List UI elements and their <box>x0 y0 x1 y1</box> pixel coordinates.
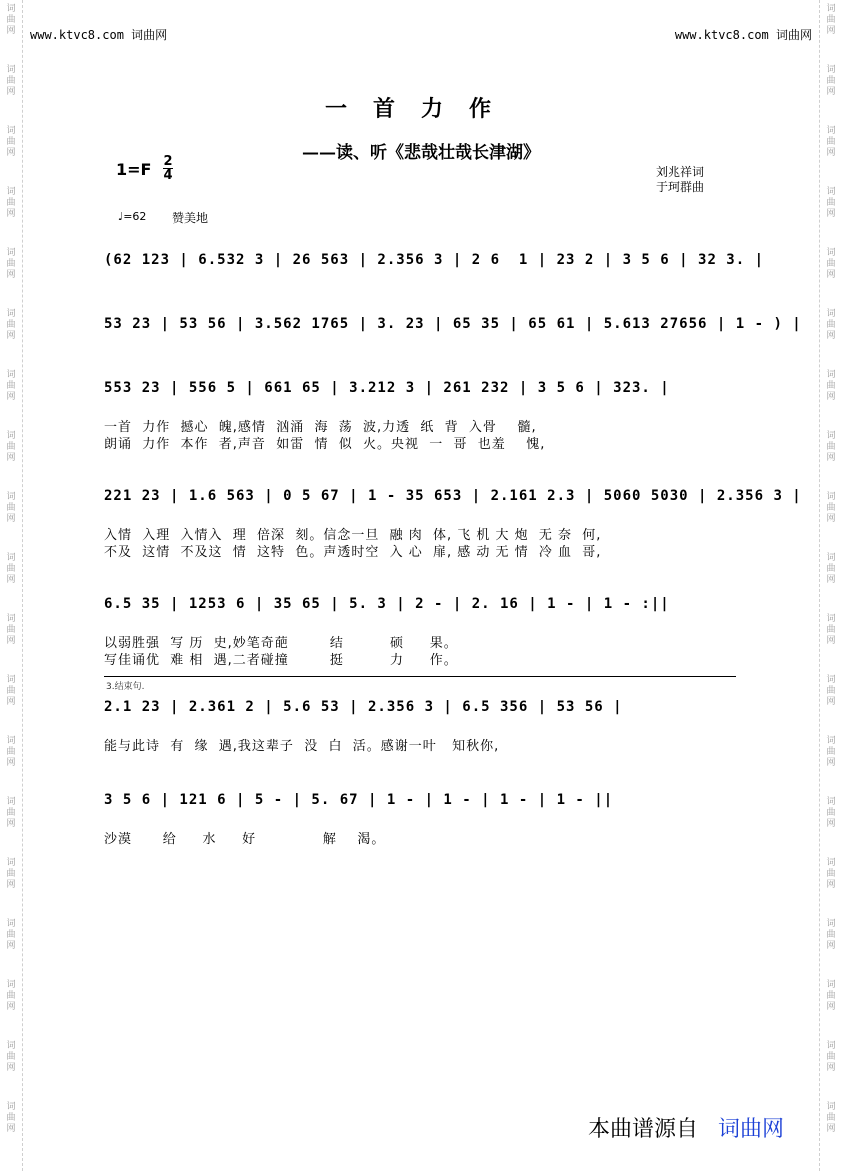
watermark-text: 词 曲 网 <box>6 614 16 646</box>
song-subtitle: ——读、听《悲哉壮哉长津湖》 <box>302 143 540 163</box>
watermark-text: 词 曲 网 <box>826 309 836 341</box>
lyric-line: 能与此诗 有 缘 遇,我这辈子 没 白 活。感谢一叶 知秋你, <box>104 739 500 754</box>
staff-line <box>104 378 740 404</box>
lyric-line: 以弱胜强 写 历 史,妙笔奇葩 结 硕 果。 <box>104 636 458 651</box>
watermark-text: 词 曲 网 <box>6 431 16 463</box>
footer-site-link[interactable]: 词曲网 <box>718 1117 785 1142</box>
key-signature: 1=F <box>116 160 152 179</box>
song-title: 一首力作 <box>324 96 517 122</box>
footer-source-text: 本曲谱源自 <box>588 1117 699 1142</box>
time-bottom: 4 <box>163 168 173 183</box>
watermark-text: 词 曲 网 <box>6 1102 16 1134</box>
watermark-text: 词 曲 网 <box>6 1041 16 1073</box>
footer-source <box>588 1112 784 1143</box>
staff-line <box>104 314 802 340</box>
watermark-text: 词 曲 网 <box>6 919 16 951</box>
watermark-text: 词 曲 网 <box>826 370 836 402</box>
lyric-line: 写佳诵优 难 相 遇,二者碰撞 挺 力 作。 <box>104 653 458 668</box>
credits <box>656 165 704 195</box>
watermark-text: 词 曲 网 <box>6 492 16 524</box>
watermark-text: 词 曲 网 <box>826 1041 836 1073</box>
expression-mark: 赞美地 <box>172 211 209 225</box>
watermark-text: 词 曲 网 <box>826 736 836 768</box>
ending-bracket-line <box>104 676 736 677</box>
watermark-text: 词 曲 网 <box>6 370 16 402</box>
watermark-text: 词 曲 网 <box>826 4 836 36</box>
staff-line <box>104 594 740 620</box>
staff-line <box>104 250 765 276</box>
tempo-mark: ♩=62 <box>118 210 147 223</box>
composer: 于珂群曲 <box>656 180 705 194</box>
lyric-line: 不及 这情 不及这 情 这特 色。声透时空 入 心 扉, 感 动 无 情 冷 血 哥, <box>104 545 602 560</box>
watermark-text: 词 曲 网 <box>826 980 836 1012</box>
watermark-text: 词 曲 网 <box>6 309 16 341</box>
watermark-text: 词 曲 网 <box>6 675 16 707</box>
watermark-text: 词 曲 网 <box>826 675 836 707</box>
watermark-text: 词 曲 网 <box>826 187 836 219</box>
lyric-line: 朗诵 力作 本作 者,声音 如雷 情 似 火。央视 一 哥 也羞 愧, <box>104 437 546 452</box>
watermark-text: 词 曲 网 <box>6 858 16 890</box>
header-site-right[interactable]: www.ktvc8.com 词曲网 <box>674 28 812 42</box>
watermark-text: 词 曲 网 <box>826 797 836 829</box>
staff-notes: 6.5 35 | 1253 6 | 35 65 | 5. 3 | 2 - | 2. 16 | 1 - | 1 - :|| <box>104 596 670 612</box>
header-site-left[interactable]: www.ktvc8.com 词曲网 <box>30 28 168 42</box>
watermark-text: 词 曲 网 <box>6 126 16 158</box>
watermark-text: 词 曲 网 <box>826 1102 836 1134</box>
watermark-text: 词 曲 网 <box>6 797 16 829</box>
watermark-text: 词 曲 网 <box>826 126 836 158</box>
staff-notes: (62 123 | 6.532 3 | 26 563 | 2.356 3 | 2 6 1 | 23 2 | 3 5 6 | 32 3. | <box>104 252 765 268</box>
staff-line <box>104 486 802 512</box>
watermark-text: 词 曲 网 <box>6 65 16 97</box>
lyric-line: 入情 入理 入情入 理 倍深 刻。信念一旦 融 肉 体, 飞 机 大 炮 无 奈 何, <box>104 528 602 543</box>
lyricist: 刘兆祥词 <box>656 165 705 179</box>
watermark-text: 词 曲 网 <box>826 858 836 890</box>
lyric-line: 一首 力作 撼心 魄,感情 汹涌 海 荡 波,力透 纸 背 入骨 髓, <box>104 420 537 435</box>
watermark-text: 词 曲 网 <box>6 736 16 768</box>
watermark-text: 词 曲 网 <box>6 4 16 36</box>
lyric-line: 沙漠 给 水 好 解 渴。 <box>104 832 386 847</box>
watermark-text: 词 曲 网 <box>826 553 836 585</box>
staff-notes: 2.1 23 | 2.361 2 | 5.6 53 | 2.356 3 | 6.5 356 | 53 56 | <box>104 699 623 715</box>
time-signature <box>163 155 173 182</box>
staff-notes: 53 23 | 53 56 | 3.562 1765 | 3. 23 | 65 35 | 65 61 | 5.613 27656 | 1 - ) | <box>104 316 802 332</box>
watermark-text: 词 曲 网 <box>826 492 836 524</box>
staff-notes: 221 23 | 1.6 563 | 0 5 67 | 1 - 35 653 | 2.161 2.3 | 5060 5030 | 2.356 3 | <box>104 488 802 504</box>
staff-notes: 3 5 6 | 121 6 | 5 - | 5. 67 | 1 - | 1 - | 1 - | 1 - || <box>104 792 614 808</box>
watermark-text: 词 曲 网 <box>826 614 836 646</box>
watermark-text: 词 曲 网 <box>826 248 836 280</box>
watermark-text: 词 曲 网 <box>6 187 16 219</box>
watermark-text: 词 曲 网 <box>826 431 836 463</box>
staff-notes: 553 23 | 556 5 | 661 65 | 3.212 3 | 261 232 | 3 5 6 | 323. | <box>104 380 670 396</box>
time-top: 2 <box>163 154 173 169</box>
watermark-text: 词 曲 网 <box>826 919 836 951</box>
staff-line <box>104 790 740 816</box>
watermark-text: 词 曲 网 <box>826 65 836 97</box>
ending-note: 3.结束句. <box>106 682 145 692</box>
watermark-text: 词 曲 网 <box>6 980 16 1012</box>
staff-line <box>104 697 740 723</box>
watermark-text: 词 曲 网 <box>6 248 16 280</box>
watermark-text: 词 曲 网 <box>6 553 16 585</box>
